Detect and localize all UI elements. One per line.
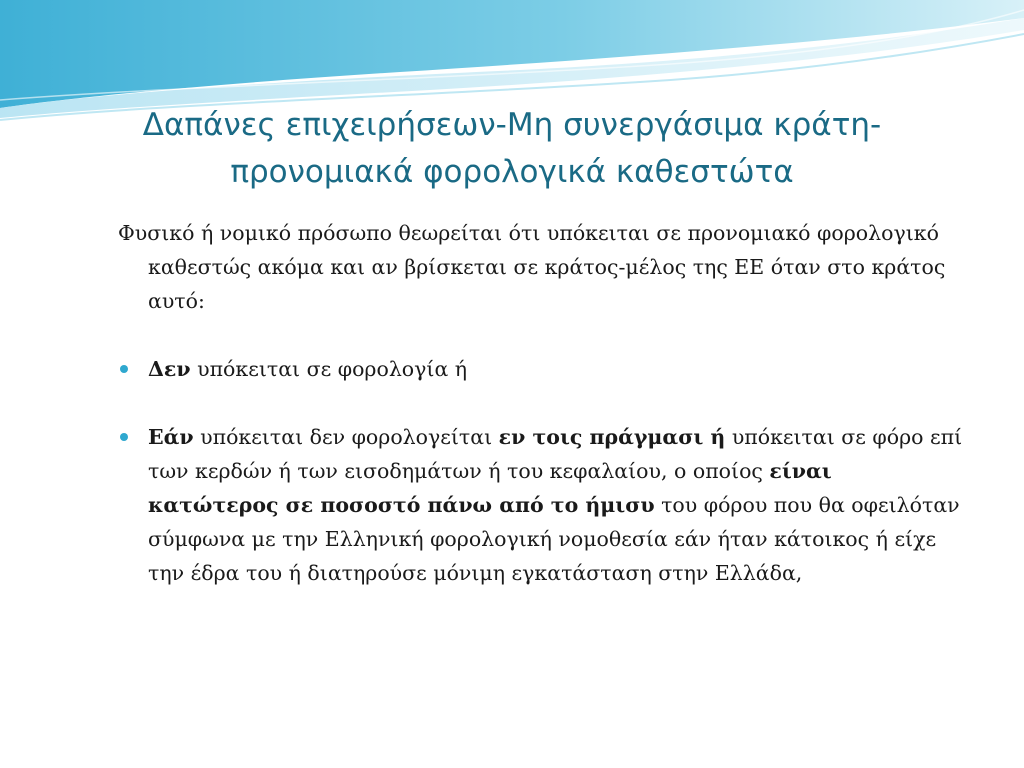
bullet2-text1: υπόκειται δεν φορολογείται bbox=[193, 425, 499, 449]
bullet2-text2: υπόκειται σε φόρο επί των κερδών ή των εισοδημάτων ή του κεφαλαίου, ο οποίος bbox=[148, 425, 963, 483]
slide-body bbox=[118, 216, 968, 590]
slide-title-line2: προνομιακά φορολογικά καθεστώτα bbox=[230, 154, 794, 190]
bullet2-text3: του φόρου που θα οφειλόταν σύμφωνα με την Ελληνική φορολογική νομοθεσία εάν ήταν κάτοικος ή είχε την έδρα του ή διατηρούσε μόνιμη εγκατάσταση στην Ελλάδα, bbox=[148, 493, 960, 585]
bullet2-bold2: εν τοις πράγμασι ή bbox=[498, 425, 726, 449]
bullet-item-1 bbox=[118, 352, 968, 386]
intro-paragraph: Φυσικό ή νομικό πρόσωπο θεωρείται ότι υπόκειται σε προνομιακό φορολογικό καθεστώς ακόμα και αν βρίσκεται σε κράτος-μέλος της ΕΕ όταν στο κράτος αυτό: bbox=[118, 221, 946, 313]
bullet1-bold: Δεν bbox=[148, 357, 191, 381]
bullet-item-2 bbox=[118, 420, 968, 590]
slide-title-line1: Δαπάνες επιχειρήσεων-Μη συνεργάσιμα κράτη- bbox=[142, 107, 882, 143]
bullet2-bold3: είναι κατώτερος σε ποσοστό πάνω από το ήμισυ bbox=[148, 459, 832, 517]
bullet2-bold1: Εάν bbox=[148, 425, 194, 449]
slide-title bbox=[40, 102, 984, 196]
bullet1-text: υπόκειται σε φορολογία ή bbox=[190, 357, 468, 381]
